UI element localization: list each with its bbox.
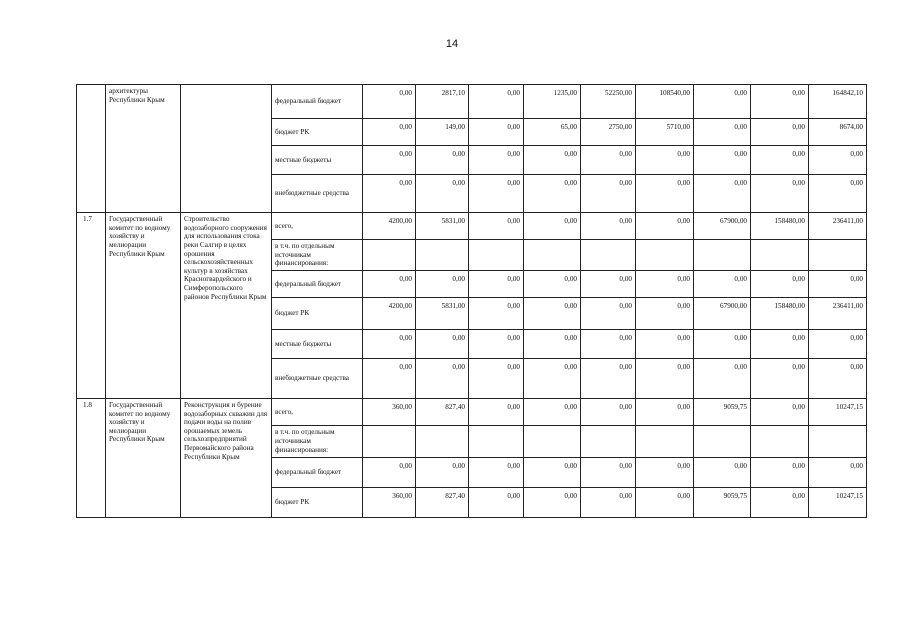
value-cell: 0,00 [751,270,809,297]
funding-source-cell: внебюджетные средства [272,175,363,213]
value-cell: 0,00 [363,270,416,297]
funding-source-cell: бюджет РК [272,487,363,517]
value-cell: 5831,00 [416,297,469,329]
value-cell: 4200,00 [363,213,416,240]
value-cell: 0,00 [636,487,694,517]
funding-source-cell: внебюджетные средства [272,358,363,398]
value-cell: 67900,00 [694,297,751,329]
value-cell: 0,00 [581,398,636,425]
value-cell: 0,00 [524,329,581,358]
value-cell: 0,00 [751,85,809,119]
value-cell: 0,00 [363,457,416,487]
value-cell: 0,00 [363,85,416,119]
row-index: 1.8 [77,398,106,517]
value-cell: 0,00 [751,457,809,487]
value-cell: 67900,00 [694,213,751,240]
value-cell: 149,00 [416,119,469,146]
executor-cell: Государственный комитет по водному хозяйству и мелиорации Республики Крым [106,213,181,399]
value-cell: 0,00 [809,270,867,297]
value-cell: 0,00 [581,146,636,175]
table-row [77,398,867,425]
row-index: 1.7 [77,213,106,399]
event-cell: Строительство водозаборного сооружения для использования стока реки Салгир в целях орошения сельскохозяйственных культур в хозяйствах Красногвардейского и Симферопольского районов Республики Крым [181,213,272,399]
value-cell [524,425,581,457]
value-cell: 0,00 [694,146,751,175]
value-cell [524,240,581,271]
value-cell: 0,00 [636,175,694,213]
value-cell: 10247,15 [809,487,867,517]
value-cell [809,425,867,457]
value-cell: 0,00 [809,329,867,358]
value-cell: 0,00 [636,146,694,175]
funding-source-cell: в т.ч. по отдельным источникам финансирования: [272,240,363,271]
value-cell [469,425,524,457]
table-row [77,85,867,119]
value-cell: 0,00 [524,297,581,329]
funding-source-cell: федеральный бюджет [272,85,363,119]
value-cell: 0,00 [581,358,636,398]
value-cell [636,425,694,457]
value-cell: 0,00 [416,270,469,297]
table-row [77,213,867,240]
value-cell: 0,00 [751,146,809,175]
value-cell [694,240,751,271]
value-cell: 0,00 [636,398,694,425]
value-cell: 0,00 [581,270,636,297]
funding-source-cell: федеральный бюджет [272,270,363,297]
funding-source-cell: бюджет РК [272,297,363,329]
value-cell: 0,00 [751,398,809,425]
value-cell: 108540,00 [636,85,694,119]
value-cell: 0,00 [581,297,636,329]
value-cell [416,240,469,271]
value-cell: 1235,00 [524,85,581,119]
value-cell: 0,00 [524,457,581,487]
event-cell: Реконструкция и бурение водозаборных скважин для подачи воды на полив орошаемых земель сельхозпредприятий Первомайского района Республики Крым [181,398,272,517]
value-cell: 0,00 [524,175,581,213]
value-cell: 0,00 [524,398,581,425]
value-cell: 0,00 [581,213,636,240]
value-cell: 0,00 [581,175,636,213]
value-cell: 0,00 [694,85,751,119]
funding-source-cell: в т.ч. по отдельным источникам финансирования: [272,425,363,457]
value-cell: 0,00 [694,329,751,358]
value-cell: 0,00 [809,457,867,487]
value-cell: 5831,00 [416,213,469,240]
value-cell: 0,00 [416,358,469,398]
value-cell: 10247,15 [809,398,867,425]
value-cell: 0,00 [694,119,751,146]
value-cell [751,240,809,271]
value-cell: 65,00 [524,119,581,146]
value-cell: 0,00 [469,146,524,175]
value-cell: 0,00 [469,213,524,240]
event-cell [181,85,272,213]
executor-cell: Государственный комитет по водному хозяйству и мелиорации Республики Крым [106,398,181,517]
value-cell: 0,00 [469,297,524,329]
value-cell: 158480,00 [751,213,809,240]
value-cell: 0,00 [751,175,809,213]
value-cell: 52250,00 [581,85,636,119]
value-cell: 0,00 [809,146,867,175]
value-cell: 0,00 [416,457,469,487]
value-cell: 0,00 [416,146,469,175]
value-cell: 0,00 [694,175,751,213]
value-cell: 0,00 [751,358,809,398]
value-cell: 9059,75 [694,398,751,425]
value-cell: 4200,00 [363,297,416,329]
value-cell: 827,40 [416,487,469,517]
value-cell: 0,00 [363,119,416,146]
page-number: 14 [445,38,459,50]
value-cell: 236411,00 [809,213,867,240]
value-cell: 0,00 [636,329,694,358]
funding-source-cell: федеральный бюджет [272,457,363,487]
value-cell: 0,00 [636,270,694,297]
value-cell: 0,00 [416,175,469,213]
value-cell: 164842,10 [809,85,867,119]
value-cell: 0,00 [363,175,416,213]
value-cell [636,240,694,271]
value-cell: 2817,10 [416,85,469,119]
funding-source-cell: бюджет РК [272,119,363,146]
value-cell: 0,00 [469,457,524,487]
value-cell: 0,00 [636,297,694,329]
value-cell [416,425,469,457]
value-cell [363,240,416,271]
value-cell: 0,00 [363,358,416,398]
value-cell: 0,00 [469,358,524,398]
value-cell [469,240,524,271]
value-cell: 0,00 [469,329,524,358]
value-cell: 0,00 [524,487,581,517]
value-cell: 9059,75 [694,487,751,517]
value-cell: 0,00 [469,398,524,425]
value-cell: 360,00 [363,487,416,517]
value-cell: 0,00 [524,146,581,175]
value-cell: 8674,00 [809,119,867,146]
value-cell: 360,00 [363,398,416,425]
value-cell: 0,00 [809,358,867,398]
value-cell: 0,00 [524,358,581,398]
value-cell: 827,40 [416,398,469,425]
funding-source-cell: местные бюджеты [272,146,363,175]
value-cell: 0,00 [581,329,636,358]
value-cell: 0,00 [363,329,416,358]
value-cell [809,240,867,271]
value-cell: 0,00 [636,213,694,240]
value-cell: 0,00 [469,85,524,119]
value-cell: 0,00 [694,270,751,297]
value-cell [581,240,636,271]
funding-source-cell: всего, [272,398,363,425]
funding-source-cell: местные бюджеты [272,329,363,358]
value-cell: 0,00 [636,457,694,487]
value-cell: 0,00 [581,457,636,487]
value-cell: 0,00 [469,175,524,213]
value-cell: 0,00 [469,270,524,297]
row-index [77,85,106,213]
value-cell: 0,00 [581,487,636,517]
funding-table [76,84,867,518]
value-cell: 0,00 [469,487,524,517]
value-cell: 0,00 [524,213,581,240]
value-cell [363,425,416,457]
value-cell: 0,00 [751,329,809,358]
value-cell: 0,00 [809,175,867,213]
value-cell: 0,00 [363,146,416,175]
value-cell [581,425,636,457]
value-cell: 0,00 [751,119,809,146]
value-cell: 0,00 [694,457,751,487]
value-cell [751,425,809,457]
value-cell: 0,00 [751,487,809,517]
value-cell [694,425,751,457]
value-cell: 158480,00 [751,297,809,329]
value-cell: 0,00 [524,270,581,297]
value-cell: 0,00 [636,358,694,398]
value-cell: 5710,00 [636,119,694,146]
value-cell: 0,00 [416,329,469,358]
executor-cell: архитектуры Республики Крым [106,85,181,213]
funding-source-cell: всего, [272,213,363,240]
value-cell: 0,00 [469,119,524,146]
value-cell: 0,00 [694,358,751,398]
value-cell: 236411,00 [809,297,867,329]
value-cell: 2750,00 [581,119,636,146]
